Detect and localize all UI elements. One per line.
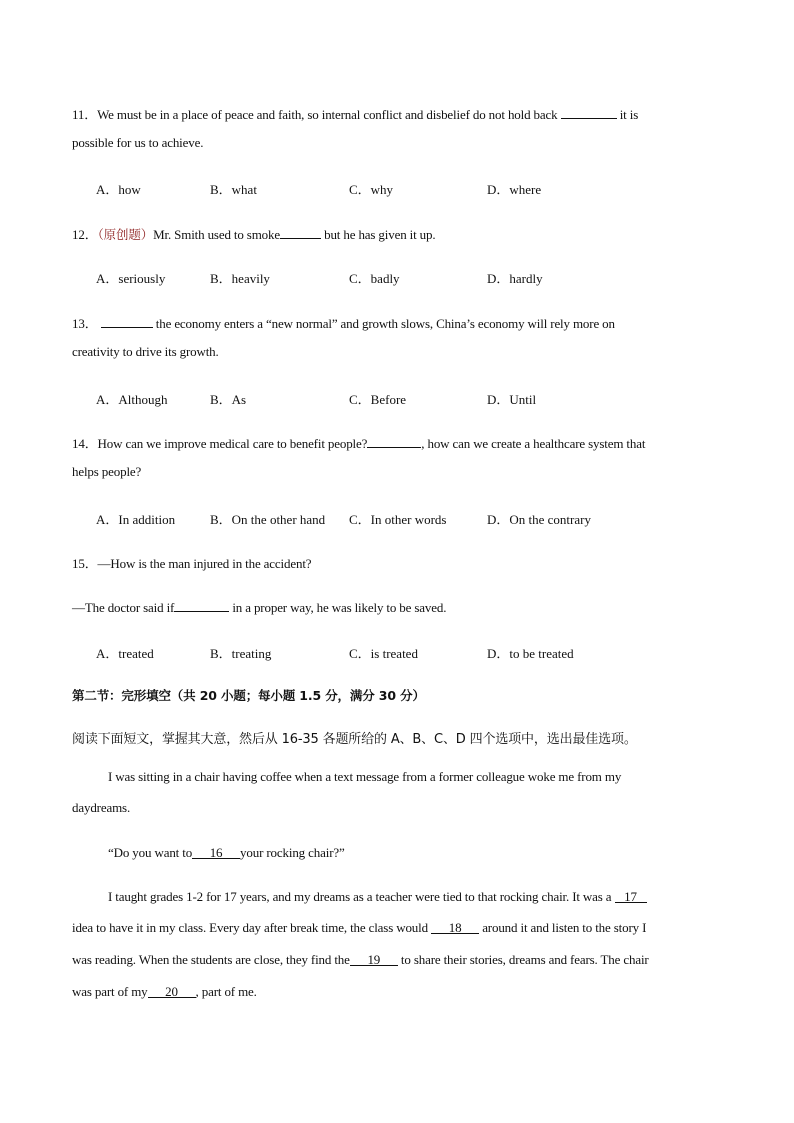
q15-blank: [174, 598, 229, 612]
q14-option-c: C．In other words: [349, 512, 447, 527]
passage-p3-line4-text-a: was part of my: [72, 984, 148, 999]
q14-option-b: B．On the other hand: [210, 512, 326, 527]
passage-p2-text-a: “Do you want to: [108, 845, 193, 860]
q11-blank: [561, 105, 617, 119]
q15-stem-line2: [72, 598, 446, 616]
blank-18: 18: [431, 920, 479, 934]
q11-option-b: B．what: [210, 182, 257, 197]
q12-option-b: B．heavily: [210, 271, 270, 286]
q11-text-a: 11．We must be in a place of peace and faith, so internal conflict and disbelief do not hold back: [72, 107, 558, 122]
passage-p3-line2: [72, 920, 646, 936]
q11-stem-line2: possible for us to achieve.: [72, 135, 204, 150]
q12-option-a: A．seriously: [96, 271, 166, 286]
q13-option-a: A．Although: [96, 392, 168, 407]
q12-original-tag: （原创题）: [97, 227, 154, 242]
q12-text-b: but he has given it up.: [324, 227, 436, 242]
q14-option-d: D．On the contrary: [487, 512, 591, 527]
passage-p1-line1: I was sitting in a chair having coffee when a text message from a former colleague woke me from my: [108, 769, 622, 784]
blank-17: 17: [615, 889, 647, 903]
q12-blank: [280, 225, 321, 239]
q14-blank: [367, 434, 421, 448]
q11-option-c: C．why: [349, 182, 394, 197]
passage-p3-line3: [72, 952, 649, 968]
passage-p2-text-b: your rocking chair?”: [240, 845, 345, 860]
q13-text-a: the economy enters a “new normal” and growth slows, China’s economy will rely more on: [155, 316, 615, 331]
q14-text-a: 14．How can we improve medical care to benefit people?: [72, 436, 368, 451]
q13-option-d: D．Until: [487, 392, 537, 407]
q13-blank: [101, 314, 153, 328]
blank-19: 19: [350, 952, 398, 966]
blank-16: 16: [192, 845, 240, 859]
passage-p2: [108, 845, 345, 861]
passage-p3-line4: [72, 984, 257, 1000]
passage-p3-line2-text-a: idea to have it in my class. Every day after break time, the class would: [72, 920, 428, 935]
passage-p3-line1-text: I taught grades 1-2 for 17 years, and my dreams as a teacher were tied to that rocking chair. It was a: [108, 889, 612, 904]
q13-stem-line2: creativity to drive its growth.: [72, 344, 219, 359]
section2-heading: 第二节：完形填空（共 20 小题；每小题 1.5 分，满分 30 分）: [72, 688, 425, 703]
q12-stem: [72, 224, 435, 243]
q14-text-b: , how can we create a healthcare system that: [421, 436, 646, 451]
passage-p3-line1: [108, 889, 647, 905]
q15-option-b: B．treating: [210, 646, 272, 661]
q12-option-c: C．badly: [349, 271, 400, 286]
q14-stem-line2: helps people?: [72, 464, 142, 479]
q15-option-c: C．is treated: [349, 646, 418, 661]
passage-p3-line3-text-b: to share their stories, dreams and fears. The chair: [400, 952, 649, 967]
q15-option-a: A．treated: [96, 646, 154, 661]
passage-p3-line4-text-b: , part of me.: [195, 984, 257, 999]
q15-text-a: —The doctor said if: [72, 600, 175, 615]
section2-instruction: 阅读下面短文，掌握其大意，然后从 16-35 各题所给的 A、B、C、D 四个选项中，选出最佳选项。: [72, 732, 637, 747]
q11-option-a: A．how: [96, 182, 141, 197]
q15-option-d: D．to be treated: [487, 646, 574, 661]
q14-stem-line1: [72, 433, 645, 452]
q13-option-b: B．As: [210, 392, 247, 407]
passage-p3-line3-text-a: was reading. When the students are close, they find the: [72, 952, 350, 967]
q11-text-b: it is: [619, 107, 639, 122]
q12-number: 12．: [72, 227, 98, 242]
q11-stem-line1: [72, 104, 638, 123]
q15-text-b: in a proper way, he was likely to be saved.: [232, 600, 447, 615]
q12-text-a: Mr. Smith used to smoke: [153, 227, 280, 242]
passage-p1-line2: daydreams.: [72, 800, 131, 815]
q13-stem-line1: [72, 313, 615, 332]
q14-option-a: A．In addition: [96, 512, 176, 527]
q15-stem-line1: 15．—How is the man injured in the accident?: [72, 556, 312, 571]
passage-p3-line2-text-b: around it and listen to the story I: [482, 920, 647, 935]
blank-20: 20: [148, 984, 196, 998]
q12-option-d: D．hardly: [487, 271, 543, 286]
q13-option-c: C．Before: [349, 392, 407, 407]
q11-option-d: D．where: [487, 182, 542, 197]
q13-number: 13．: [72, 316, 98, 331]
